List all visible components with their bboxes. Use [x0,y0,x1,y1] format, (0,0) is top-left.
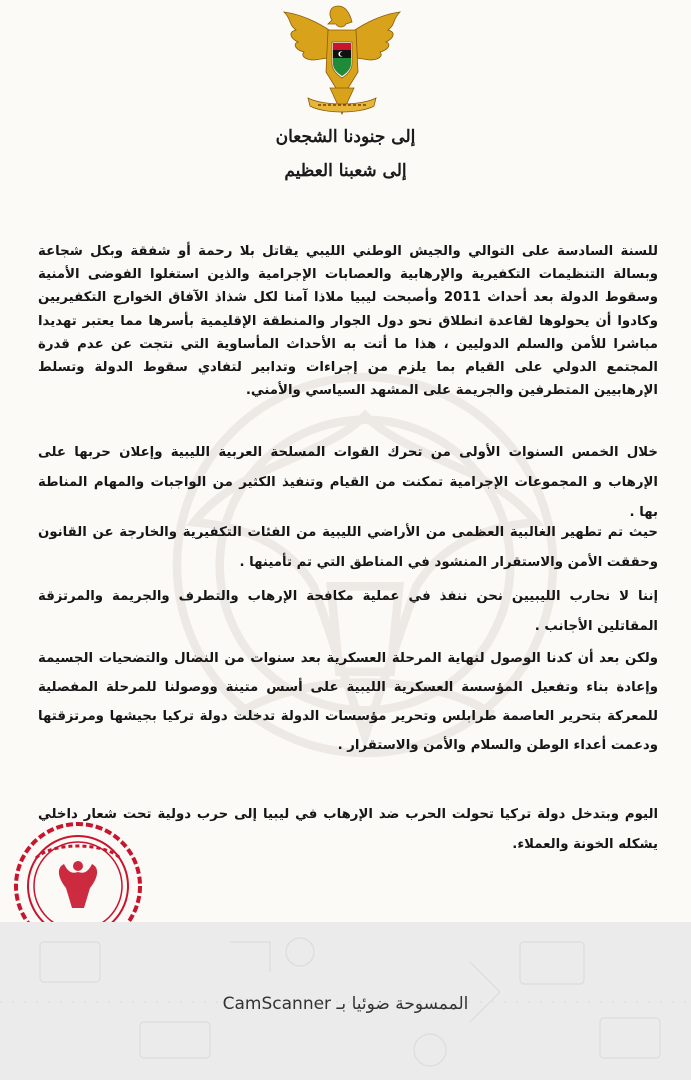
salutation-block [0,120,691,188]
paragraph-3: حيث تم تطهير الغالبية العظمى من الأراضي الليبية من الفئات التكفيرية والخارجة عن القانون وحققت الأمن والاستقرار المنشود في المناطق التي تم تأمينها . [38,525,658,570]
paragraph-6: اليوم وبتدخل دولة تركيا تحولت الحرب ضد الإرهاب في ليبيا إلى حرب دولية تحت شعار داخلي يشكله الخونة والعملاء. [38,807,658,852]
paragraph-1: للسنة السادسة على التوالي والجيش الوطني الليبي يقاتل بلا رحمة أو شفقة وبكل شجاعة وبسالة التنظيمات التكفيرية والإرهابية والعصابات الإجرامية والذين استغلوا الفوضى الأمنية وسقوط الدولة بعد أحداث 2011 وأصبحت ليبيا ملاذا آمنا لكل شذاذ الآفاق الخوارج التكفيريين وكادوا أن يحولوها لقاعدة انطلاق نحو دول الجوار والمنطقة الإقليمية بأسرها مما يعتبر تهديدا مباشرا للأمن والسلم الدوليين ، هذا ما أتت به الأحداث المأساوية التي نتجت عن عدم قدرة المجتمع الدولي على القيام بما يلزم من إجراءات وتدابير لتفادي سقوط الدولة وتسلط الإرهابيين المتطرفين والجريمة على المشهد السياسي والأمني. [38,244,658,399]
official-stamp-icon [6,818,156,922]
salutation-people: إلى شعبنا العظيم [284,161,407,181]
scanner-footer [0,922,691,1080]
paragraph-2: خلال الخمس السنوات الأولى من تحرك القوات المسلحة العربية الليبية وإعلان حربها على الإرهاب و المجموعات الإجرامية تمكنت من القيام وتنفيذ الكثير من الواجبات والمهام المناطة بها . [38,445,658,520]
camscanner-label: الممسوحة ضوئيا بـ CamScanner [222,994,469,1014]
salutation-soldiers: إلى جنودنا الشجعان [275,127,416,147]
statement-body [38,240,658,852]
paragraph-5: ولكن بعد أن كدنا الوصول لنهاية المرحلة العسكرية بعد سنوات من النضال والتضحيات الجسيمة وإعادة بناء وتفعيل المؤسسة العسكرية الليبية على أسس متينة ووصولنا للمرحلة المفصلية للمعركة بتحرير العاصمة طرابلس وتحرير مؤسسات الدولة تدخلت دولة تركيا بجيشها ومرتزقتها ودعمت أعداء الوطن والسلام والأمن والاستقرار . [38,651,658,753]
paragraph-4: إننا لا نحارب الليبيين نحن ننفذ في عملية مكافحة الإرهاب والتطرف والجريمة والمرتزقة المقاتلين الأجانب . [38,589,658,634]
eagle-emblem-icon [278,2,406,118]
